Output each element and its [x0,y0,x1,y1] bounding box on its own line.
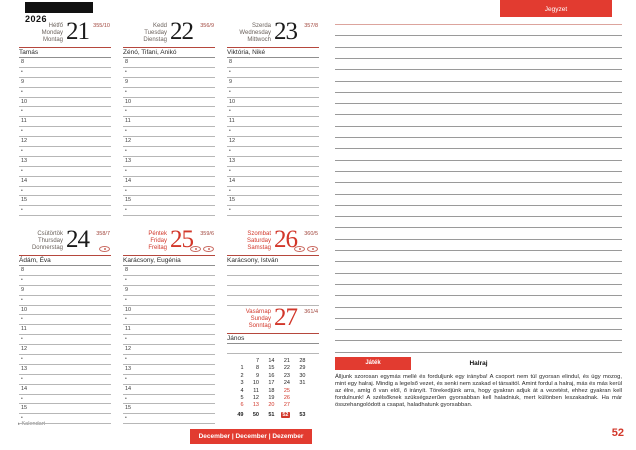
day-of-year: 359/6 [200,231,214,237]
day-number: 24 [66,226,89,253]
hour-slot: 13 [123,365,215,375]
mini-calendar-day: 20 [268,402,275,409]
day-names [123,23,167,43]
mini-calendar-day: 22 [283,365,290,372]
note-line [335,103,622,104]
hour-slot: • [123,88,215,98]
nameday-row: Ádám, Éva [19,256,111,266]
hour-slot: 14 [123,385,215,395]
day-names [227,23,271,43]
hour-slot: • [123,276,215,286]
mini-calendar-week [278,411,294,420]
hour-slot: • [19,206,111,216]
note-line [335,126,622,127]
day-name-label: Sunday [250,315,271,322]
note-line [335,273,622,274]
hour-slot: 9 [19,78,111,88]
hour-slot: 11 [123,325,215,335]
hour-slot: 10 [123,98,215,108]
hour-slot: 9 [227,78,319,88]
nameday-row: Karácsony, Eugénia [123,256,215,266]
day-column-27 [227,304,319,418]
mini-calendar-day: 15 [268,365,275,372]
mini-calendar-row [231,395,309,402]
hour-slot: 9 [19,286,111,296]
hour-slot: • [227,167,319,177]
note-line [335,24,622,25]
hour-slot: • [123,107,215,117]
mini-calendar-day [231,358,247,365]
mini-month-calendar [231,358,309,419]
brand-logo: ▸Kalendart [18,421,46,427]
mini-calendar-day: 14 [268,358,275,364]
note-line [335,58,622,59]
day-name-label: Vasárnap [245,309,271,315]
day-number: 26 [274,226,297,253]
holiday-icons [190,246,214,252]
mini-calendar-day: 13 [252,402,259,409]
day-header [123,228,215,256]
mini-calendar-day: 5 [240,394,244,401]
hour-slot: 14 [227,177,319,187]
day-name-label: Saturday [246,237,271,244]
holiday-icons [99,246,110,252]
note-line [335,81,622,82]
hour-slot: 10 [19,306,111,316]
holiday-icon [307,246,318,252]
day-of-year: 361/4 [304,309,318,315]
hour-slot: 12 [123,137,215,147]
mini-calendar-week: 50 [252,411,259,418]
note-line [335,329,622,330]
note-line [335,171,622,172]
day-name-label: Hétfő [48,23,63,29]
day-column-25 [123,228,215,424]
hour-slot: • [227,187,319,197]
notes-tab: Jegyzet [500,0,612,17]
hour-slot: • [123,414,215,424]
hour-slot: 11 [19,325,111,335]
hour-slot: • [123,127,215,137]
cover-mark [25,2,93,13]
week-page-number: 52 [611,427,624,439]
hour-slot: • [123,187,215,197]
hour-slot: 14 [19,385,111,395]
day-number: 22 [170,18,193,45]
day-name-label: Wednesday [239,29,271,36]
day-header [19,20,111,48]
mini-calendar-day: 31 [299,380,306,387]
day-number: 25 [170,226,193,253]
mini-calendar-day: 8 [255,365,259,372]
day-of-year: 355/10 [93,23,110,29]
hour-slot: • [19,88,111,98]
day-names [19,231,63,251]
day-number: 27 [274,304,297,331]
writing-line [227,296,319,306]
hour-slot: 11 [227,117,319,127]
day-names [19,23,63,43]
hour-slot: • [123,335,215,345]
day-column-24 [19,228,111,424]
note-line [335,194,622,195]
mini-calendar-day: 16 [268,372,275,379]
day-name-label: Mittwoch [247,36,271,43]
mini-calendar-week: 53 [299,411,306,418]
hour-slot: • [227,88,319,98]
note-line [335,261,622,262]
day-of-year: 357/8 [304,23,318,29]
day-of-year: 360/5 [304,231,318,237]
mini-calendar-day: 17 [268,380,275,387]
hour-slot: • [227,68,319,78]
day-name-label: Donnerstag [31,244,63,251]
day-header [227,228,319,256]
mini-calendar-day: 23 [283,372,290,379]
mini-calendar-row [231,373,309,380]
day-names [227,309,271,329]
hour-slot: 13 [19,157,111,167]
hour-slot: • [123,315,215,325]
mini-calendar-row [231,402,309,409]
hour-slot: • [123,206,215,216]
mini-calendar-day: 10 [252,380,259,387]
hour-slot: 10 [227,98,319,108]
hour-slot: 12 [123,345,215,355]
mini-calendar-day: 26 [283,394,290,401]
day-name-label: Samstag [247,244,271,251]
hour-slot: 11 [19,117,111,127]
mini-calendar-day: 1 [240,365,244,372]
day-header [227,20,319,48]
day-name-label: Szombat [247,231,271,237]
day-names [227,231,271,251]
hour-slot: 11 [123,117,215,127]
note-line [335,340,622,341]
hour-slot: • [19,187,111,197]
mini-calendar-day [293,388,309,395]
hour-slot: 10 [123,306,215,316]
day-names [123,231,167,251]
hour-slot: • [19,107,111,117]
mini-calendar-week: 51 [268,411,275,418]
note-line [335,216,622,217]
mini-calendar-day: 25 [283,387,290,394]
holiday-icon [190,246,201,252]
holiday-icon [203,246,214,252]
mini-calendar-day: 7 [255,358,259,364]
day-column-21 [19,20,111,216]
day-name-label: Szerda [251,23,271,29]
hour-slot: 14 [123,177,215,187]
mini-calendar-day: 28 [299,358,306,364]
holiday-icon [99,246,110,252]
mini-calendar-day: 30 [299,372,306,379]
hour-slot: 15 [19,196,111,206]
note-line [335,318,622,319]
note-line [335,160,622,161]
day-name-label: Kedd [152,23,167,29]
note-line [335,114,622,115]
mini-calendar-day: 12 [252,394,259,401]
hour-slot: 13 [227,157,319,167]
hour-slot: • [123,375,215,385]
holiday-icon [294,246,305,252]
mini-calendar-day: 4 [240,387,244,394]
day-column-23 [227,20,319,216]
brand-icon: ▸ [18,421,21,427]
mini-calendar-day: 3 [240,380,244,387]
day-name-label: Csütörtök [37,231,63,237]
day-header [19,228,111,256]
mini-calendar-day: 18 [268,387,275,394]
mini-calendar-row [231,358,309,365]
mini-calendar-row [231,388,309,395]
day-of-year: 356/9 [200,23,214,29]
day-name-label: Friday [150,237,167,244]
hour-slot: 12 [19,137,111,147]
day-of-year: 358/7 [96,231,110,237]
day-column-26 [227,228,319,306]
day-number: 21 [66,18,89,45]
hour-slot: • [19,127,111,137]
hour-slot: • [123,68,215,78]
note-line [335,307,622,308]
note-line [335,92,622,93]
day-name-label: Montag [42,36,63,43]
hour-slot: • [19,167,111,177]
hour-slot: • [19,296,111,306]
note-line [335,352,622,353]
nameday-row: Zénó, Tifani, Anikó [123,48,215,58]
note-line [335,227,622,228]
day-name-label: Sonntag [248,322,271,329]
mini-calendar-day: 6 [240,402,244,409]
hour-slot: • [123,167,215,177]
mini-calendar-day: 11 [253,387,259,394]
hour-slot: • [19,375,111,385]
mini-calendar-day: 24 [283,380,290,387]
hour-slot: 9 [123,286,215,296]
nameday-row: Tamás [19,48,111,58]
hour-slot: • [123,395,215,405]
day-name-label: Thursday [37,237,63,244]
mini-calendar-day: 19 [268,394,275,401]
note-line [335,284,622,285]
writing-line [227,276,319,286]
hour-slot: • [19,355,111,365]
note-line [335,239,622,240]
note-line [335,295,622,296]
hour-slot: 13 [123,157,215,167]
hour-slot: 10 [19,98,111,108]
hour-slot: 8 [19,58,111,68]
writing-line [227,266,319,276]
notes-page [335,0,622,450]
mini-calendar-day: 27 [283,402,290,409]
note-line [335,250,622,251]
hour-slot: 8 [123,58,215,68]
hour-slot: 8 [19,266,111,276]
note-line [335,69,622,70]
hour-slot: • [123,355,215,365]
hour-slot: 15 [123,404,215,414]
mini-calendar-row [231,380,309,387]
day-number: 23 [274,18,297,45]
hour-slot: • [19,68,111,78]
hour-slot: 15 [19,404,111,414]
hour-slot: 8 [123,266,215,276]
note-line [335,148,622,149]
mini-calendar-week-row [231,411,309,420]
current-week-highlight: 52 [282,411,289,418]
hour-slot: 12 [227,137,319,147]
hour-slot: • [19,414,111,424]
nameday-row: Karácsony, István [227,256,319,266]
game-tag: Játék [335,357,411,370]
hour-slot: • [19,335,111,345]
hour-slot: • [19,276,111,286]
nameday-row: Viktória, Niké [227,48,319,58]
hour-slot: • [123,296,215,306]
mini-calendar-day: 2 [240,372,244,379]
mini-calendar-row [231,365,309,372]
hour-slot: 9 [123,78,215,88]
holiday-icons [294,246,318,252]
hour-slot: 15 [123,196,215,206]
day-name-label: Freitag [148,244,167,251]
hour-slot: • [123,147,215,157]
mini-calendar-day: 29 [299,365,306,372]
mini-calendar-day [293,402,309,409]
day-header [123,20,215,48]
day-name-label: Dienstag [143,36,167,43]
hour-slot: • [19,395,111,405]
game-title: Halraj [469,360,488,367]
hour-slot: • [227,147,319,157]
nameday-row: János [227,334,319,344]
hour-slot: 8 [227,58,319,68]
hour-slot: • [19,315,111,325]
day-header [227,306,319,334]
note-line [335,205,622,206]
hour-slot: • [227,107,319,117]
hour-slot: 14 [19,177,111,187]
day-name-label: Tuesday [144,29,167,36]
note-line [335,35,622,36]
mini-calendar-day: 21 [283,358,290,364]
note-line [335,182,622,183]
hour-slot: • [227,206,319,216]
hour-slot: 15 [227,196,319,206]
note-line [335,137,622,138]
mini-calendar-day [293,395,309,402]
writing-line [227,286,319,296]
mini-calendar-day: 9 [255,372,259,379]
mini-calendar-week: 49 [237,411,244,418]
day-name-label: Péntek [148,231,167,237]
day-name-label: Monday [41,29,63,36]
year-label: 2026 [25,14,48,24]
hour-slot: 12 [19,345,111,355]
hour-slot: • [227,127,319,137]
month-bar: December | December | Dezember [190,429,312,444]
day-column-22 [123,20,215,216]
hour-slot: • [19,147,111,157]
note-line [335,47,622,48]
hour-slot: 13 [19,365,111,375]
writing-line [227,344,319,354]
game-description: Álljunk szorosan egymás mellé és forduljunk egy irányba! A csoport nem túl gyorsan elindul, és úgy mozog, mint egy halraj. Mindig a legelső vezet, és senki nem szakad el társaitól. Amint fordul a halraj, más és más kerül az élre, amíg ő van elöl, ő irányít. Törekedjünk arra, hogy gyakran adjuk át a vezetést, ehhez gyakran kell fordulnunk! A szélsőknek szükségszerűen gyorsabban kell haladniuk, mert különben leszakadnak. Ha már összehangolódott a csapat, haladhatunk gyorsabban. [335,374,622,408]
